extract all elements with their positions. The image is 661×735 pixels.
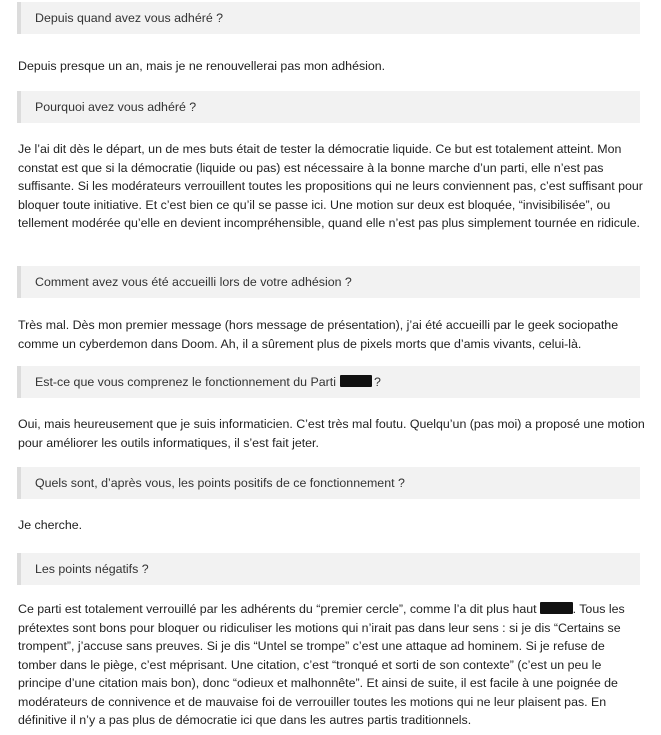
question-positives	[17, 467, 640, 499]
answer-text: Ce parti est totalement verrouillé par les adhérents du “premier cercle”, comme l’a dit plus haut	[18, 602, 537, 616]
answer-positives: Je cherche.	[18, 518, 83, 532]
answer-negatives	[18, 600, 646, 730]
answer-why-joined: Je l’ai dit dès le départ, un de mes buts était de tester la démocratie liquide. Ce but est totalement atteint. Mon constat est que si la démocratie (liquide ou pas) est nécessaire à la bonne marche d’un parti, elle n’est pas suffisante. Si les modérateurs verrouillent toutes les propositions qui ne leurs conviennent pas, c’est suffisant pour bloquer toute initiative. Et c’est bien ce qu’il se passe ici. Une motion sur deux est bloquée, “invisibilisée”, ou tellement modérée qu’elle en devient incompréhensible, quand elle n’est pas plus simplement tournée en ridicule.	[18, 142, 643, 230]
question-negatives	[17, 553, 640, 585]
question-welcome	[17, 266, 640, 298]
question-why-joined	[17, 91, 640, 123]
answer-understand-party: Oui, mais heureusement que je suis informaticien. C’est très mal foutu. Quelqu’un (pas moi) a proposé une motion pour améliorer les outils informatiques, il s’est fait jeter.	[18, 417, 645, 450]
question-text: Les points négatifs ?	[35, 562, 149, 576]
answer-since-when: Depuis presque un an, mais je ne renouvellerai pas mon adhésion.	[18, 59, 386, 73]
question-text: Est-ce que vous comprenez le fonctionnement du Parti	[35, 375, 336, 389]
question-understand-party	[17, 366, 640, 398]
question-text: Pourquoi avez vous adhéré ?	[35, 100, 197, 114]
redaction-bar	[540, 602, 573, 614]
redaction-bar	[340, 375, 372, 387]
question-text: Depuis quand avez vous adhéré ?	[35, 11, 224, 25]
answer-text-end: . Tous les prétextes sont bons pour bloquer ou ridiculiser les motions qui n’irait pas dans leur sens : si je dis “Certains se trompent”, j’accuse sans preuves. Si je dis “Untel se trompe” c’est une attaque ad hominem. Si je refuse de tomber dans le piège, c’est méprisant. Une citation, c’est “tronqué et sorti de son contexte” (c’est un peu le principe d’une citation mais bon), donc “odieux et malhonnête”. Et ainsi de suite, il est facile à une poignée de modérateurs de connivence et de mauvaise foi de verrouiller toutes les motions qui ne leur plaisent pas. En définitive il n’y a pas plus de démocratie ici que dans les autres partis traditionnels.	[18, 602, 625, 727]
question-text: Quels sont, d’après vous, les points positifs de ce fonctionnement ?	[35, 476, 405, 490]
answer-welcome: Très mal. Dès mon premier message (hors message de présentation), j’ai été accueilli par le geek sociopathe comme un cyberdemon dans Doom. Ah, il a sûrement plus de pixels morts que d’amis vivants, celui-là.	[18, 318, 619, 351]
question-since-when	[17, 2, 640, 34]
question-text: Comment avez vous été accueilli lors de votre adhésion ?	[35, 275, 352, 289]
question-text-end: ?	[373, 375, 381, 389]
